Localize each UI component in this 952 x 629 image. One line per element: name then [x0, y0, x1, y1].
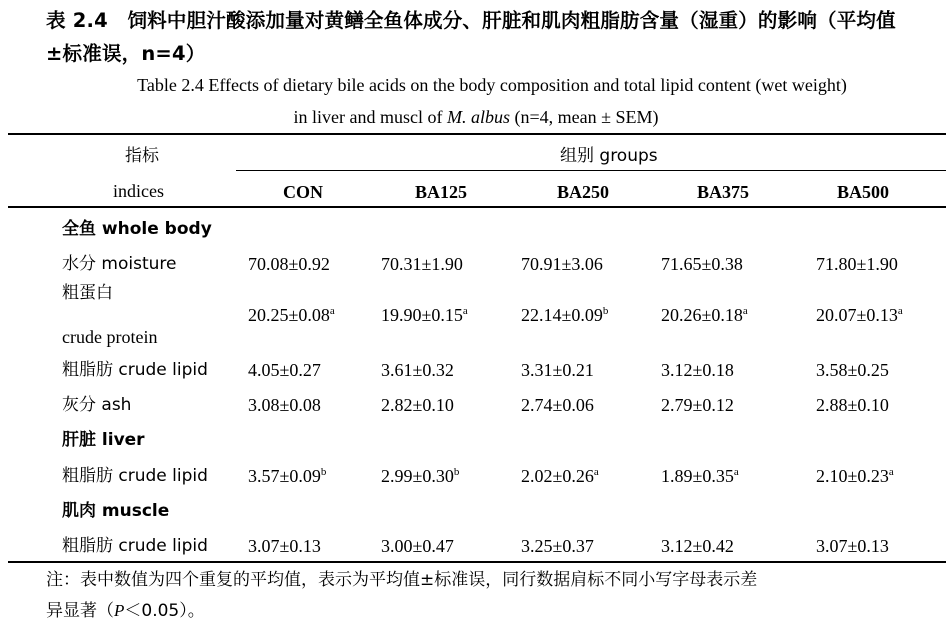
table-cell: [816, 394, 889, 416]
column-header-ba375: BA375: [696, 182, 749, 202]
cell-value: 3.57±0.09: [248, 466, 321, 486]
table-bottom-rule: [8, 561, 946, 563]
cell-value: 70.08±0.92: [248, 254, 330, 274]
table-cell: [661, 394, 734, 416]
table-cell: [661, 304, 748, 329]
table-cell: [521, 253, 603, 275]
table-note-line1: 注：表中数值为四个重复的平均值，表示为平均值±标准误，同行数据肩标不同小写字母表示差: [46, 570, 758, 590]
table-cell: [248, 535, 321, 557]
cell-value: 3.58±0.25: [816, 360, 889, 380]
groups-rule: [236, 170, 946, 171]
cell-value: 22.14±0.09: [521, 305, 603, 325]
cell-value: 3.12±0.18: [661, 360, 734, 380]
table-cell: [248, 253, 330, 275]
cell-value: 4.05±0.27: [248, 360, 321, 380]
species-name: M. albus: [446, 107, 510, 127]
cell-value: 2.02±0.26: [521, 466, 594, 486]
table-cell: [381, 359, 454, 381]
row-label: 粗脂肪 crude lipid: [62, 466, 208, 486]
cell-value: 3.12±0.42: [661, 536, 734, 556]
cell-value: 20.07±0.13: [816, 305, 898, 325]
header-indices-cn: 指标: [125, 146, 159, 166]
row-label: 粗脂肪 crude lipid: [62, 536, 208, 556]
significance-letter: a: [593, 466, 599, 478]
note-line2-pre: 异显著（: [46, 601, 114, 621]
table-cell: [661, 253, 743, 275]
cell-value: 2.88±0.10: [816, 395, 889, 415]
header-indices-en: indices: [113, 181, 164, 201]
table-cell: [521, 465, 599, 490]
cell-value: 19.90±0.15: [381, 305, 463, 325]
row-label: 水分 moisture: [62, 254, 177, 274]
table-cell: [381, 394, 454, 416]
note-p-symbol: P: [114, 601, 125, 620]
table-cell: [816, 535, 889, 557]
significance-letter: a: [742, 305, 748, 317]
cell-value: 20.25±0.08: [248, 305, 330, 325]
cell-value: 70.31±1.90: [381, 254, 463, 274]
cell-value: 3.07±0.13: [816, 536, 889, 556]
significance-letter: b: [453, 466, 460, 478]
cell-value: 2.79±0.12: [661, 395, 734, 415]
table-cell: [661, 535, 734, 557]
table-title-cn: 表 2.4 饲料中胆汁酸添加量对黄鳝全鱼体成分、肝脏和肌肉粗脂肪含量（湿重）的影响（平均值±标准误，n=4）: [46, 9, 896, 65]
table-cell: [816, 304, 903, 329]
significance-letter: a: [888, 466, 894, 478]
table-cell: [381, 253, 463, 275]
significance-letter: a: [897, 305, 903, 317]
header-groups: 组别 groups: [560, 146, 658, 166]
table-cell: [661, 359, 734, 381]
table-cell: [661, 465, 739, 490]
table-title-en-line2: [0, 106, 952, 128]
column-header-ba125: BA125: [414, 182, 467, 202]
significance-letter: a: [462, 305, 468, 317]
cell-value: 2.99±0.30: [381, 466, 454, 486]
table-cell: [816, 465, 894, 490]
table-cell: [248, 359, 321, 381]
table-cell: [381, 465, 459, 490]
section-title: 全鱼 whole body: [62, 219, 212, 239]
table-cell: [381, 304, 468, 329]
cell-value: 3.00±0.47: [381, 536, 454, 556]
cell-value: 2.74±0.06: [521, 395, 594, 415]
table-cell: [248, 394, 321, 416]
table-cell: [816, 253, 898, 275]
section-title: 肌肉 muscle: [62, 501, 170, 521]
title-en-line2-post: (n=4, mean ± SEM): [509, 107, 659, 127]
header-rule: [8, 206, 946, 208]
column-header-ba500: BA500: [836, 182, 889, 202]
cell-value: 70.91±3.06: [521, 254, 603, 274]
table-cell: [248, 465, 326, 490]
cell-value: 2.10±0.23: [816, 466, 889, 486]
significance-letter: b: [320, 466, 327, 478]
significance-letter: a: [329, 305, 335, 317]
table-cell: [521, 394, 594, 416]
cell-value: 3.07±0.13: [248, 536, 321, 556]
cell-value: 3.61±0.32: [381, 360, 454, 380]
table-cell: [381, 535, 454, 557]
note-line2-post: ＜0.05）。: [124, 601, 205, 621]
cell-value: 3.08±0.08: [248, 395, 321, 415]
cell-value: 2.82±0.10: [381, 395, 454, 415]
table-cell: [816, 359, 889, 381]
significance-letter: b: [602, 305, 609, 317]
cell-value: 3.31±0.21: [521, 360, 594, 380]
table-top-rule: [8, 133, 946, 135]
cell-value: 3.25±0.37: [521, 536, 594, 556]
cell-value: 1.89±0.35: [661, 466, 734, 486]
row-label: 灰分 ash: [62, 395, 132, 415]
cell-value: 71.80±1.90: [816, 254, 898, 274]
cell-value: 20.26±0.18: [661, 305, 743, 325]
row-label-cn: 粗蛋白: [62, 283, 113, 303]
table-cell: [521, 304, 608, 329]
column-header-ba250: BA250: [556, 182, 609, 202]
cell-value: 71.65±0.38: [661, 254, 743, 274]
table-note-line2: [46, 596, 936, 626]
table-cell: [521, 535, 594, 557]
row-label-en: crude protein: [62, 327, 158, 347]
section-title: 肝脏 liver: [62, 430, 145, 450]
table-cell: [248, 304, 335, 329]
table-cell: [521, 359, 594, 381]
title-en-line2-pre: in liver and muscl of: [293, 107, 447, 127]
table-title-en-line1: Table 2.4 Effects of dietary bile acids on the body composition and total lipid content (wet weight): [137, 75, 847, 95]
row-label: 粗脂肪 crude lipid: [62, 360, 208, 380]
column-header-con: CON: [283, 182, 323, 202]
significance-letter: a: [733, 466, 739, 478]
